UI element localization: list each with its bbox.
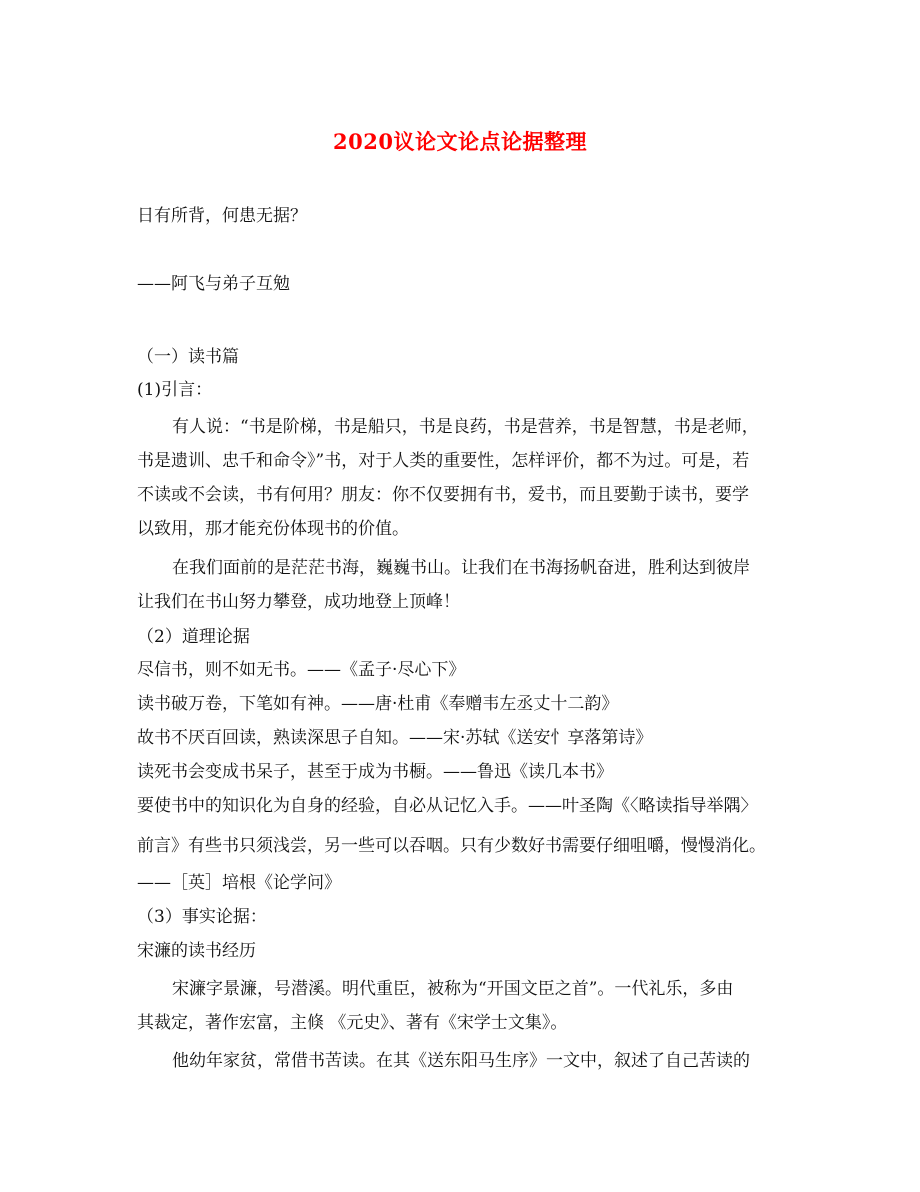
section-heading-reading: （一）读书篇 <box>137 347 239 367</box>
reason-item: 要使书中的知识化为自身的经验，自必从记忆入手。——叶圣陶《〈略读指导举隅〉 <box>137 796 758 816</box>
intro-heading: (1)引言： <box>137 380 213 400</box>
reason-item: 读书破万卷，下笔如有神。——唐·杜甫《奉赠韦左丞丈十二韵》 <box>137 694 619 714</box>
motto-attribution: ——阿飞与弟子互勉 <box>137 274 290 294</box>
reason-item: 读死书会变成书呆子，甚至于成为书橱。——鲁迅《读几本书》 <box>137 762 613 782</box>
intro-paragraph-line: 以致用，那才能充份体现书的价值。 <box>137 519 409 539</box>
fact-paragraph2-line: 他幼年家贫，常借书苦读。在其《送东阳马生序》一文中，叙述了自己苦读的 <box>172 1051 750 1071</box>
reason-item: 前言》有些书只须浅尝，另一些可以吞咽。只有少数好书需要仔细咀嚼，慢慢消化。 <box>137 836 766 856</box>
reason-item: 尽信书，则不如无书。——《孟子·尽心下》 <box>137 660 466 680</box>
fact-paragraph-line: 其裁定，著作宏富，主倏 《元史》、著有《宋学士文集》。 <box>137 1013 568 1033</box>
fact-subheading: 宋濂的读书经历 <box>137 941 256 961</box>
intro-paragraph2-line: 让我们在书山努力攀登，成功地登上顶峰！ <box>137 592 460 612</box>
motto-line: 日有所背，何患无据？ <box>137 206 307 226</box>
intro-paragraph-line: 不读或不会读，书有何用？朋友：你不仅要拥有书，爱书，而且要勤于读书，要学 <box>137 485 749 505</box>
reason-item: 故书不厌百回读，熟读深思子自知。——宋·苏轼《送安忄享落第诗》 <box>137 728 653 748</box>
fact-paragraph-line: 宋濂字景濂，号潜溪。明代重臣，被称为“开国文臣之首”。一代礼乐，多由 <box>172 979 734 999</box>
intro-paragraph-line: 书是遗训、忠千和命令》”书，对于人类的重要性，怎样评价，都不为过。可是，若 <box>137 451 750 471</box>
intro-paragraph2-line: 在我们面前的是茫茫书海，巍巍书山。让我们在书海扬帆奋进，胜利达到彼岸 <box>172 558 750 578</box>
reason-heading: （2）道理论据 <box>137 627 250 647</box>
document-title: 2020议论文论点论据整理 <box>333 129 587 154</box>
reason-item: ——［英］培根《论学问》 <box>137 873 341 893</box>
intro-paragraph-line: 有人说：“书是阶梯，书是船只，书是良药，书是营养，书是智慧，书是老师， <box>172 417 759 437</box>
fact-heading: （3）事实论据： <box>137 907 267 927</box>
